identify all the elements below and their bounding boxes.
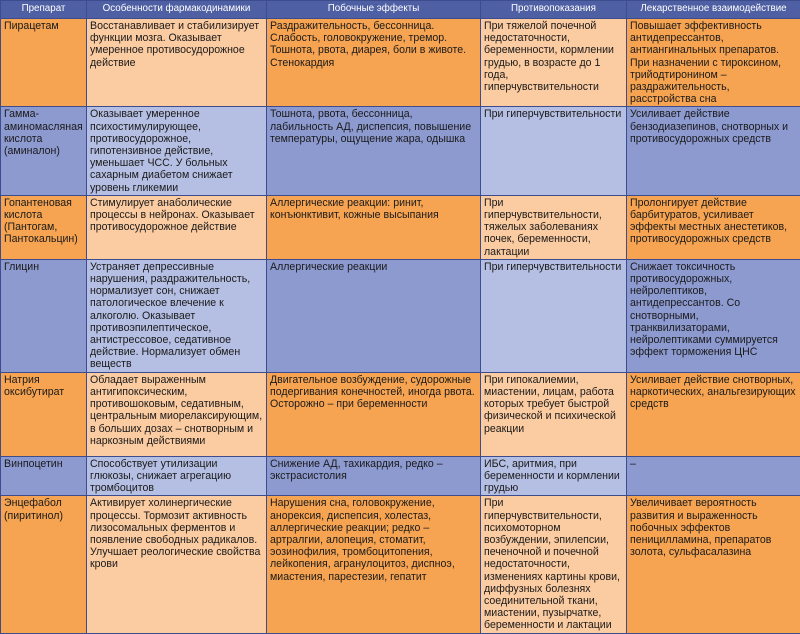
- contraindications-cell: При гиперчувствительности, психомоторном возбуждении, эпилепсии, печеночной и почечной недостаточности, изменениях картины крови, диффузных болезнях соединительной ткани, миастении, пузырчатке, беременности и лактации: [481, 496, 627, 633]
- pharmacodynamics-cell: Обладает выраженным антигипоксическим, противошоковым, седативным, центральным миорелаксирующим, в больших дозах – снотворным и наркозным действиями: [87, 372, 267, 456]
- header-contraindications: Противопоказания: [481, 1, 627, 19]
- side-effects-cell: Раздражительность, бессонница. Слабость, головокружение, тремор. Тошнота, рвота, диарея, боли в животе. Стенокардия: [267, 19, 481, 107]
- header-drug: Препарат: [1, 1, 87, 19]
- header-pharmacodynamics: Особенности фармакодинамики: [87, 1, 267, 19]
- interactions-cell: Повышает эффективность антидепрессантов, антиангинальных препаратов. При назначении с тироксином, трийодтиронином – раздражительность, расстройства сна: [627, 19, 800, 107]
- drug-name-cell: Винпоцетин: [1, 456, 87, 496]
- table-row: [1, 372, 800, 456]
- header-interactions: Лекарственное взаимодействие: [627, 1, 800, 19]
- drug-name-cell: Гопантеновая кислота (Пантогам, Пантокальцин): [1, 195, 87, 259]
- interactions-cell: Снижает токсичность противосудорожных, нейролептиков, антидепрессантов. Со снотворными, транквилизаторами, нейролептиками суммируется эффект торможения ЦНС: [627, 259, 800, 372]
- interactions-cell: Пролонгирует действие барбитуратов, усиливает эффекты местных анестетиков, противосудорожных средств: [627, 195, 800, 259]
- interactions-cell: Увеличивает вероятность развития и выраженность побочных эффектов пеницилламина, препаратов золота, сульфасалазина: [627, 496, 800, 633]
- contraindications-cell: При гиперчувствительности: [481, 107, 627, 195]
- drug-name-cell: Энцефабол (пиритинол): [1, 496, 87, 633]
- pharmacodynamics-cell: Устраняет депрессивные нарушения, раздражительность, нормализует сон, снижает патологическое влечение к алкоголю. Оказывает противоэпилептическое, антистрессовое, седативное действие. Нормализует обмен веществ: [87, 259, 267, 372]
- table-row: [1, 107, 800, 195]
- table-row: [1, 19, 800, 107]
- pharmacodynamics-cell: Активирует холинергические процессы. Тормозит активность лизосомальных ферментов и появление свободных радикалов. Улучшает реологические свойства крови: [87, 496, 267, 633]
- contraindications-cell: ИБС, аритмия, при беременности и кормлении грудью: [481, 456, 627, 496]
- side-effects-cell: Нарушения сна, головокружение, анорексия, диспепсия, холестаз, аллергические реакции; редко – артралгии, алопеция, стоматит, эозинофилия, тромбоцитопения, лейкопения, агранулоцитоз, диспноэ, миастения, парестезии, гепатит: [267, 496, 481, 633]
- side-effects-cell: Тошнота, рвота, бессонница, лабильность АД, диспепсия, повышение температуры, ощущение жара, одышка: [267, 107, 481, 195]
- table-row: [1, 259, 800, 372]
- side-effects-cell: Аллергические реакции: ринит, конъюнктивит, кожные высыпания: [267, 195, 481, 259]
- header-row: [1, 1, 800, 19]
- pharmacodynamics-cell: Восстанавливает и стабилизирует функции мозга. Оказывает умеренное противосудорожное действие: [87, 19, 267, 107]
- pharmacodynamics-cell: Способствует утилизации глюкозы, снижает агрегацию тромбоцитов: [87, 456, 267, 496]
- pharmacodynamics-cell: Оказывает умеренное психостимулирующее, противосудорожное, гипотензивное действие, уменьшает ЧСС. У больных сахарным диабетом снижает уровень гликемии: [87, 107, 267, 195]
- side-effects-cell: Двигательное возбуждение, судорожные подергивания конечностей, иногда рвота. Осторожно – при беременности: [267, 372, 481, 456]
- side-effects-cell: Снижение АД, тахикардия, редко – экстрасистолия: [267, 456, 481, 496]
- table-row: [1, 195, 800, 259]
- side-effects-cell: Аллергические реакции: [267, 259, 481, 372]
- drug-name-cell: Натрия оксибутират: [1, 372, 87, 456]
- contraindications-cell: При гиперчувствительности, тяжелых заболеваниях почек, беременности, лактации: [481, 195, 627, 259]
- interactions-cell: Усиливает действие снотворных, наркотических, анальгезирующих средств: [627, 372, 800, 456]
- header-side-effects: Побочные эффекты: [267, 1, 481, 19]
- contraindications-cell: При тяжелой почечной недостаточности, беременности, кормлении грудью, в возрасте до 1 года, гиперчувствительности: [481, 19, 627, 107]
- drug-name-cell: Пирацетам: [1, 19, 87, 107]
- table-row: [1, 496, 800, 633]
- interactions-cell: Усиливает действие бензодиазепинов, снотворных и противосудорожных средств: [627, 107, 800, 195]
- interactions-cell: –: [627, 456, 800, 496]
- drug-name-cell: Глицин: [1, 259, 87, 372]
- pharmacodynamics-cell: Стимулирует анаболические процессы в нейронах. Оказывает противосудорожное действие: [87, 195, 267, 259]
- drug-name-cell: Гамма-аминомасляная кислота (аминалон): [1, 107, 87, 195]
- contraindications-cell: При гипокалиемии, миастении, лицам, работа которых требует быстрой физической и психической реакции: [481, 372, 627, 456]
- contraindications-cell: При гиперчувствительности: [481, 259, 627, 372]
- table-row: [1, 456, 800, 496]
